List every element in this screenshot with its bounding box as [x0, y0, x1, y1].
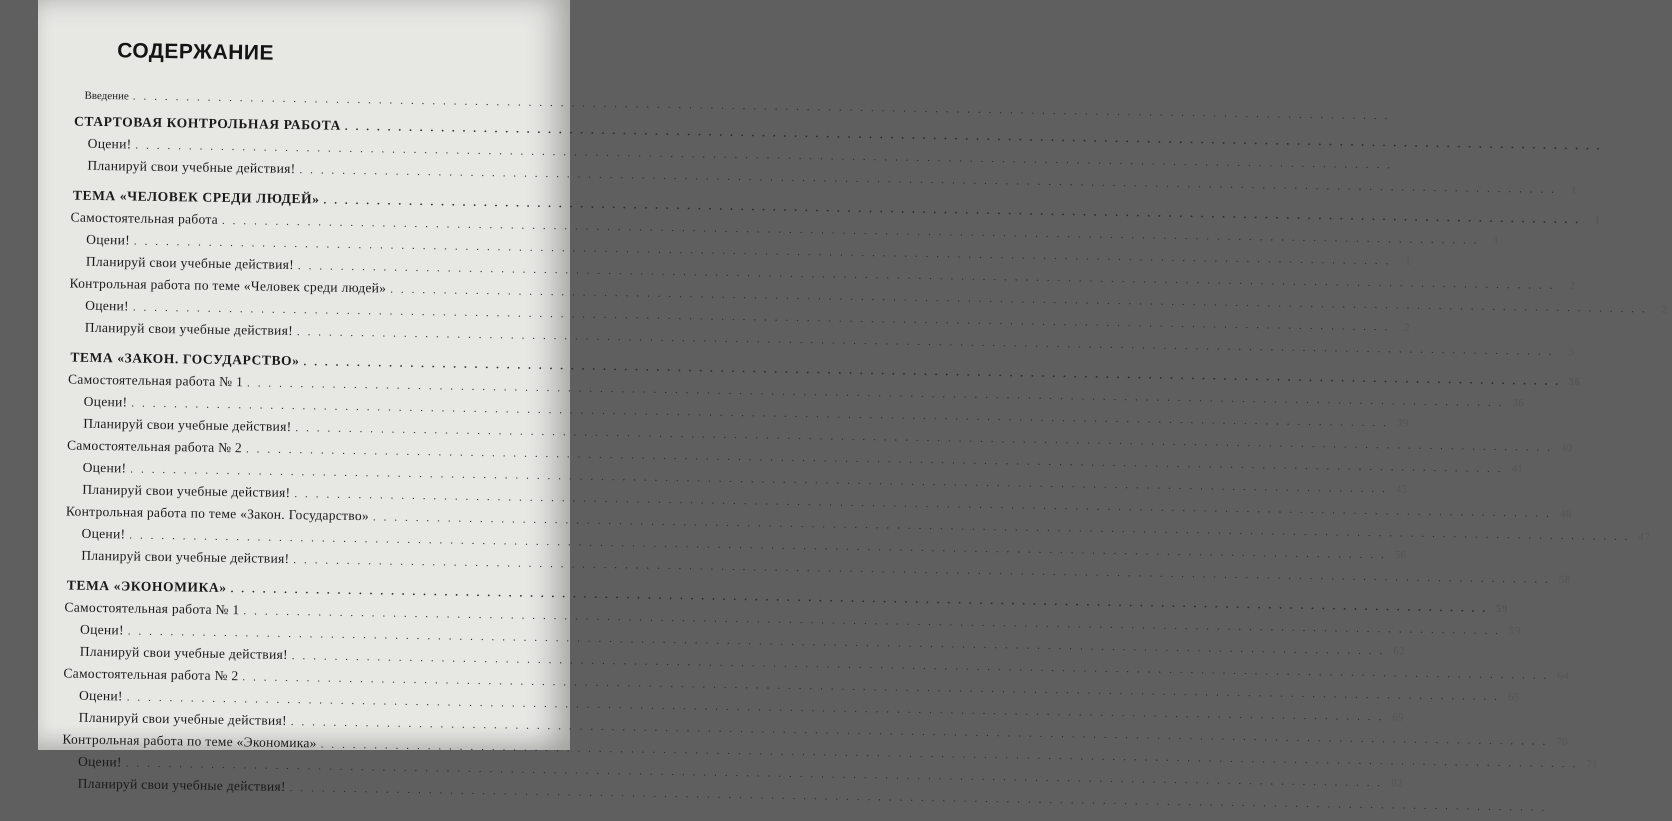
toc-page-number: 2	[1647, 298, 1667, 320]
toc-page-number: 70	[1548, 731, 1568, 753]
toc-entry-label: Планируй свои учебные действия!	[81, 545, 289, 570]
toc-entry-label: Оцени!	[82, 457, 126, 480]
toc-page-number: 41	[1503, 458, 1523, 480]
toc-entry-label: Планируй свои учебные действия!	[79, 707, 287, 732]
toc-page-number: 1	[1556, 179, 1576, 201]
toc-entry-label: Оцени!	[85, 295, 129, 318]
toc-entry-label: Оцени!	[84, 391, 128, 414]
toc-page-number: 1	[1479, 230, 1499, 252]
toc-entry-label: СТАРТОВАЯ КОНТРОЛЬНАЯ РАБОТА	[74, 111, 341, 137]
toc-entry-label: Самостоятельная работа № 1	[64, 596, 239, 621]
toc-page-number: 59	[1488, 598, 1508, 620]
toc-page-number: 1	[1580, 209, 1600, 231]
toc-entry-label: Самостоятельная работа	[70, 207, 218, 231]
toc-page-number: 2	[1390, 316, 1410, 338]
book-page	[38, 0, 570, 750]
toc-page-number: 71	[1578, 753, 1598, 775]
toc-entry-label: ТЕМА «ЗАКОН. ГОСУДАРСТВО»	[70, 347, 300, 373]
toc-entry-label: Оцени!	[81, 523, 125, 546]
toc-page-number: 59	[1500, 620, 1520, 642]
toc-entry-label: Оцени!	[78, 751, 122, 774]
toc-entry-label: Контрольная работа по теме «Закон. Государство»	[66, 501, 369, 528]
toc-entry-label: Контрольная работа по теме «Человек среди людей»	[69, 273, 386, 300]
toc-page-number: 40	[1552, 437, 1572, 459]
toc-page-number: 56	[1386, 544, 1406, 566]
toc-entry-label: Планируй свои учебные действия!	[78, 773, 286, 798]
toc-page-number: 36	[1560, 371, 1580, 393]
toc-entry-label: Планируй свои учебные действия!	[80, 641, 288, 666]
page-title: СОДЕРЖАНИЕ	[117, 39, 274, 65]
toc-entry-label: Введение	[84, 85, 129, 108]
toc-entry-label: ТЕМА «ЭКОНОМИКА»	[67, 575, 227, 600]
toc-page-number: 64	[1549, 665, 1569, 687]
toc-entry-label: Оцени!	[79, 685, 123, 708]
toc-entry-label: Планируй свои учебные действия!	[87, 155, 295, 180]
toc-entry-label: Оцени!	[80, 619, 124, 642]
toc-page-number: 36	[1504, 392, 1524, 414]
toc-entry-label: ТЕМА «ЧЕЛОВЕК СРЕДИ ЛЮДЕЙ»	[73, 185, 320, 211]
toc-page-number: 69	[1384, 706, 1404, 728]
toc-entry-label: Планируй свои учебные действия!	[82, 479, 290, 504]
toc-entry-label: Самостоятельная работа № 2	[67, 435, 242, 460]
table-of-contents	[26, 82, 569, 802]
toc-page-number: 46	[1551, 503, 1571, 525]
toc-page-number: 58	[1550, 569, 1570, 591]
toc-entry-intro	[36, 84, 568, 114]
toc-page-number: 45	[1387, 478, 1407, 500]
toc-page-number: 62	[1385, 640, 1405, 662]
toc-page-number: 39	[1388, 412, 1408, 434]
toc-entry-label: Планируй свои учебные действия!	[85, 317, 293, 342]
toc-page-number: 65	[1499, 686, 1519, 708]
toc-entry-label: Планируй свои учебные действия!	[86, 251, 294, 276]
toc-page-number: 3	[1554, 341, 1574, 363]
toc-entry-label: Планируй свои учебные действия!	[83, 413, 291, 438]
toc-page-number: 82	[1383, 772, 1403, 794]
toc-entry-label: Самостоятельная работа № 2	[63, 662, 238, 687]
toc-page-number: 1	[1391, 250, 1411, 272]
toc-entry-label: Оцени!	[86, 229, 130, 252]
page-content	[26, 0, 570, 758]
toc-entry-label: Контрольная работа по теме «Экономика»	[62, 728, 317, 754]
toc-entry-label: Оцени!	[88, 133, 132, 156]
toc-entry-label: Самостоятельная работа № 1	[68, 369, 243, 394]
toc-page-number: 47	[1630, 526, 1650, 548]
toc-page-number: 2	[1555, 275, 1575, 297]
